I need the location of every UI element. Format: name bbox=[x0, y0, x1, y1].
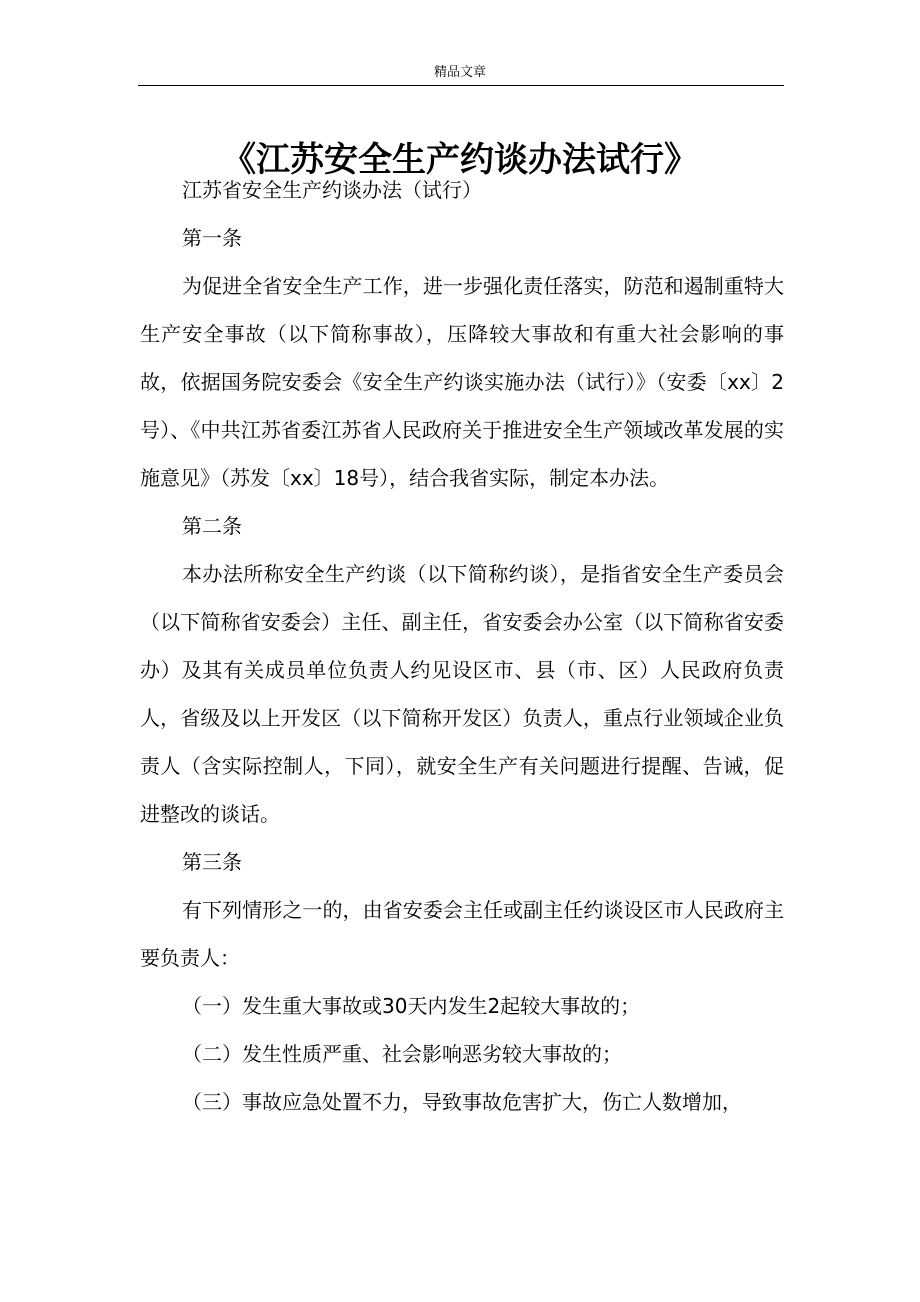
header-divider bbox=[138, 85, 784, 86]
article-1-heading: 第一条 bbox=[182, 226, 242, 250]
article-3-item-3: （三）事故应急处置不力，导致事故危害扩大，伤亡人数增加， bbox=[182, 1090, 742, 1114]
document-body bbox=[140, 166, 784, 1126]
article-2-heading: 第二条 bbox=[182, 514, 242, 538]
document-subtitle: 江苏省安全生产约谈办法（试行） bbox=[182, 178, 482, 202]
article-3-item-2: （二）发生性质严重、社会影响恶劣较大事故的； bbox=[182, 1042, 622, 1066]
article-3-heading: 第三条 bbox=[182, 850, 242, 874]
article-3-item-1: （一）发生重大事故或30天内发生2起较大事故的； bbox=[182, 994, 641, 1018]
article-2-text: 本办法所称安全生产约谈（以下简称约谈），是指省安全生产委员会（以下简称省安委会）主任、副主任，省安委会办公室（以下简称省安委办）及其有关成员单位负责人约见设区市、县（市、区）人民政府负责人，省级及以上开发区（以下简称开发区）负责人，重点行业领域企业负责人（含实际控制人，下同），就安全生产有关问题进行提醒、告诫，促进整改的谈话。 bbox=[140, 562, 784, 826]
page-header: 精品文章 bbox=[433, 65, 486, 80]
article-3-text: 有下列情形之一的，由省安委会主任或副主任约谈设区市人民政府主要负责人： bbox=[140, 898, 784, 970]
document-title: 《江苏安全生产约谈办法试行》 bbox=[222, 139, 698, 180]
article-1-text: 为促进全省安全生产工作，进一步强化责任落实，防范和遏制重特大生产安全事故（以下简称事故），压降较大事故和有重大社会影响的事故，依据国务院安委会《安全生产约谈实施办法（试行）》（安委〔xx〕2号）、《中共江苏省委江苏省人民政府关于推进安全生产领域改革发展的实施意见》（苏发〔xx〕18号），结合我省实际，制定本办法。 bbox=[140, 274, 784, 490]
